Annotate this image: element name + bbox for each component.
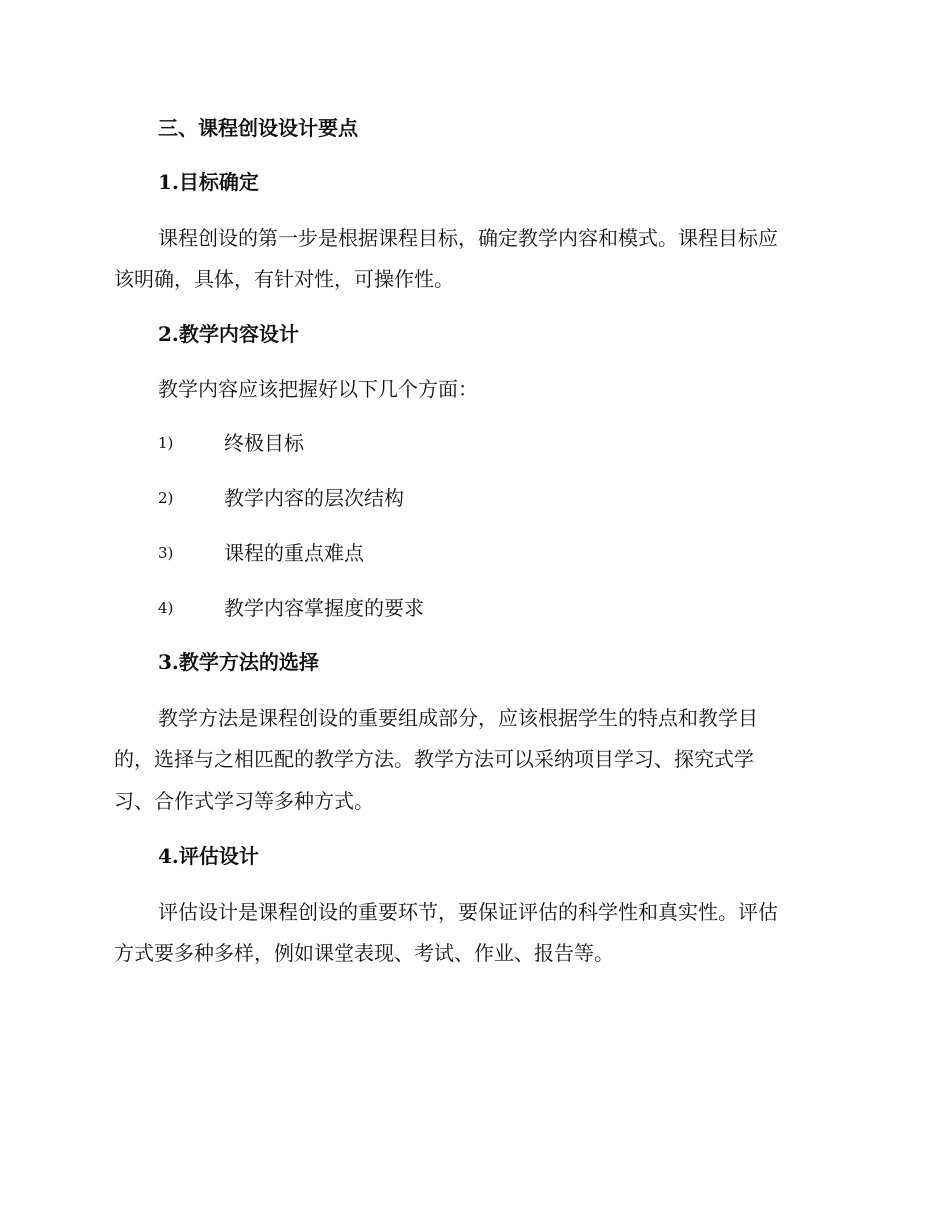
section-title: 三、课程创设设计要点 <box>158 116 358 140</box>
subsection-heading-content: 2.教学内容设计 <box>158 322 299 346</box>
list-item-text: 教学内容掌握度的要求 <box>224 596 424 620</box>
paragraph-line: 该明确，具体，有针对性，可操作性。 <box>114 267 454 291</box>
list-item-text: 终极目标 <box>224 431 304 455</box>
subsection-heading-method: 3.教学方法的选择 <box>158 650 319 674</box>
paragraph-line: 教学方法是课程创设的重要组成部分，应该根据学生的特点和教学目 <box>158 706 758 730</box>
paragraph-line: 习、合作式学习等多种方式。 <box>114 789 374 813</box>
paragraph-line: 方式要多种多样，例如课堂表现、考试、作业、报告等。 <box>114 941 614 965</box>
subsection-heading-assessment: 4.评估设计 <box>158 844 259 868</box>
paragraph-line: 课程创设的第一步是根据课程目标，确定教学内容和模式。课程目标应 <box>158 226 778 250</box>
list-item-text: 课程的重点难点 <box>224 541 364 565</box>
list-item-number: 4) <box>158 599 174 617</box>
list-item-text: 教学内容的层次结构 <box>224 486 404 510</box>
subsection-heading-goal: 1.目标确定 <box>158 170 259 194</box>
paragraph-line: 的，选择与之相匹配的教学方法。教学方法可以采纳项目学习、探究式学 <box>114 747 754 771</box>
list-item-number: 3) <box>158 544 174 562</box>
paragraph-line: 教学内容应该把握好以下几个方面： <box>158 377 478 401</box>
paragraph-line: 评估设计是课程创设的重要环节，要保证评估的科学性和真实性。评估 <box>158 900 778 924</box>
list-item-number: 1) <box>158 434 174 452</box>
list-item-number: 2) <box>158 489 174 507</box>
